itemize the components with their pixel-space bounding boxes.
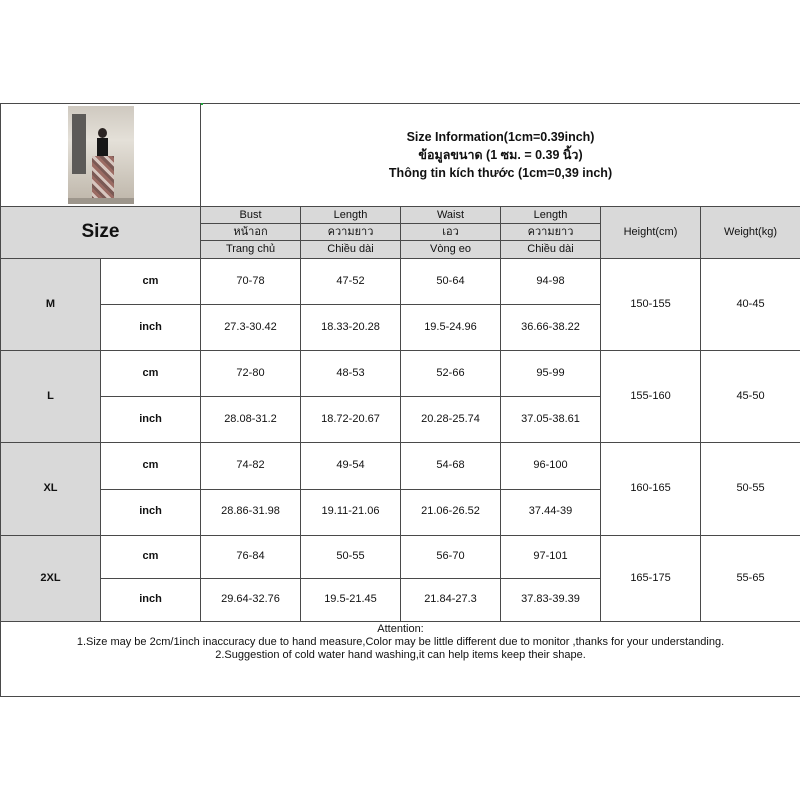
value-length2-cm: 97-101 — [501, 535, 601, 578]
header-height: Height(cm) — [601, 207, 701, 259]
title-thai: ข้อมูลขนาด (1 ซม. = 0.39 นิ้ว) — [418, 148, 583, 163]
attention-heading: Attention: — [377, 622, 424, 635]
value-height: 160-165 — [601, 443, 701, 535]
value-weight: 40-45 — [701, 259, 800, 351]
header-bust-vi: Trang chủ — [201, 241, 301, 259]
value-waist-inch: 21.84-27.3 — [401, 578, 501, 621]
value-weight: 45-50 — [701, 351, 800, 443]
header-length2-vi: Chiều dài — [501, 241, 601, 259]
size-m: M — [1, 259, 101, 351]
value-length-inch: 19.5-21.45 — [301, 578, 401, 621]
value-length-cm: 49-54 — [301, 443, 401, 489]
size-chart-table — [0, 103, 800, 697]
value-bust-inch: 27.3-30.42 — [201, 305, 301, 351]
title-cell — [201, 104, 800, 207]
value-bust-cm: 70-78 — [201, 259, 301, 305]
value-length2-cm: 95-99 — [501, 351, 601, 397]
attention-notes — [1, 621, 800, 696]
value-length2-cm: 96-100 — [501, 443, 601, 489]
value-length-cm: 50-55 — [301, 535, 401, 578]
header-waist-th: เอว — [401, 224, 501, 241]
product-photo-cell — [1, 104, 201, 207]
title-vietnamese: Thông tin kích thước (1cm=0,39 inch) — [388, 166, 613, 181]
value-weight: 55-65 — [701, 535, 800, 621]
unit-inch: inch — [101, 578, 201, 621]
size-2xl: 2XL — [1, 535, 101, 621]
unit-cm: cm — [101, 535, 201, 578]
value-length-inch: 18.72-20.67 — [301, 397, 401, 443]
value-bust-cm: 76-84 — [201, 535, 301, 578]
value-length2-inch: 37.05-38.61 — [501, 397, 601, 443]
unit-cm: cm — [101, 443, 201, 489]
value-bust-inch: 28.08-31.2 — [201, 397, 301, 443]
value-length2-inch: 36.66-38.22 — [501, 305, 601, 351]
header-length-en: Length — [301, 207, 401, 224]
value-bust-inch: 28.86-31.98 — [201, 489, 301, 535]
value-bust-inch: 29.64-32.76 — [201, 578, 301, 621]
attention-line-1: 1.Size may be 2cm/1inch inaccuracy due to hand measure,Color may be little different due to monitor ,thanks for your understanding. — [76, 635, 725, 648]
value-waist-inch: 19.5-24.96 — [401, 305, 501, 351]
header-length2-th: ความยาว — [501, 224, 601, 241]
unit-inch: inch — [101, 305, 201, 351]
product-photo — [68, 106, 134, 204]
value-waist-inch: 21.06-26.52 — [401, 489, 501, 535]
value-length2-cm: 94-98 — [501, 259, 601, 305]
header-bust-en: Bust — [201, 207, 301, 224]
value-bust-cm: 72-80 — [201, 351, 301, 397]
value-length-inch: 19.11-21.06 — [301, 489, 401, 535]
value-waist-cm: 52-66 — [401, 351, 501, 397]
header-weight: Weight(kg) — [701, 207, 800, 259]
size-header-label: Size — [81, 221, 120, 243]
value-waist-inch: 20.28-25.74 — [401, 397, 501, 443]
header-waist-en: Waist — [401, 207, 501, 224]
value-length-cm: 47-52 — [301, 259, 401, 305]
value-height: 165-175 — [601, 535, 701, 621]
header-waist-vi: Vòng eo — [401, 241, 501, 259]
value-waist-cm: 56-70 — [401, 535, 501, 578]
header-length-vi: Chiều dài — [301, 241, 401, 259]
value-waist-cm: 54-68 — [401, 443, 501, 489]
unit-inch: inch — [101, 489, 201, 535]
value-length2-inch: 37.83-39.39 — [501, 578, 601, 621]
value-length2-inch: 37.44-39 — [501, 489, 601, 535]
size-header — [1, 207, 201, 259]
value-height: 150-155 — [601, 259, 701, 351]
value-length-cm: 48-53 — [301, 351, 401, 397]
header-length-th: ความยาว — [301, 224, 401, 241]
attention-line-2: 2.Suggestion of cold water hand washing,it can help items keep their shape. — [215, 649, 586, 662]
header-bust-th: หน้าอก — [201, 224, 301, 241]
unit-cm: cm — [101, 259, 201, 305]
corner-mark — [201, 103, 203, 105]
value-waist-cm: 50-64 — [401, 259, 501, 305]
header-length2-en: Length — [501, 207, 601, 224]
unit-inch: inch — [101, 397, 201, 443]
title-english: Size Information(1cm=0.39inch) — [406, 130, 595, 145]
value-length-inch: 18.33-20.28 — [301, 305, 401, 351]
value-height: 155-160 — [601, 351, 701, 443]
unit-cm: cm — [101, 351, 201, 397]
value-weight: 50-55 — [701, 443, 800, 535]
size-l: L — [1, 351, 101, 443]
size-xl: XL — [1, 443, 101, 535]
value-bust-cm: 74-82 — [201, 443, 301, 489]
